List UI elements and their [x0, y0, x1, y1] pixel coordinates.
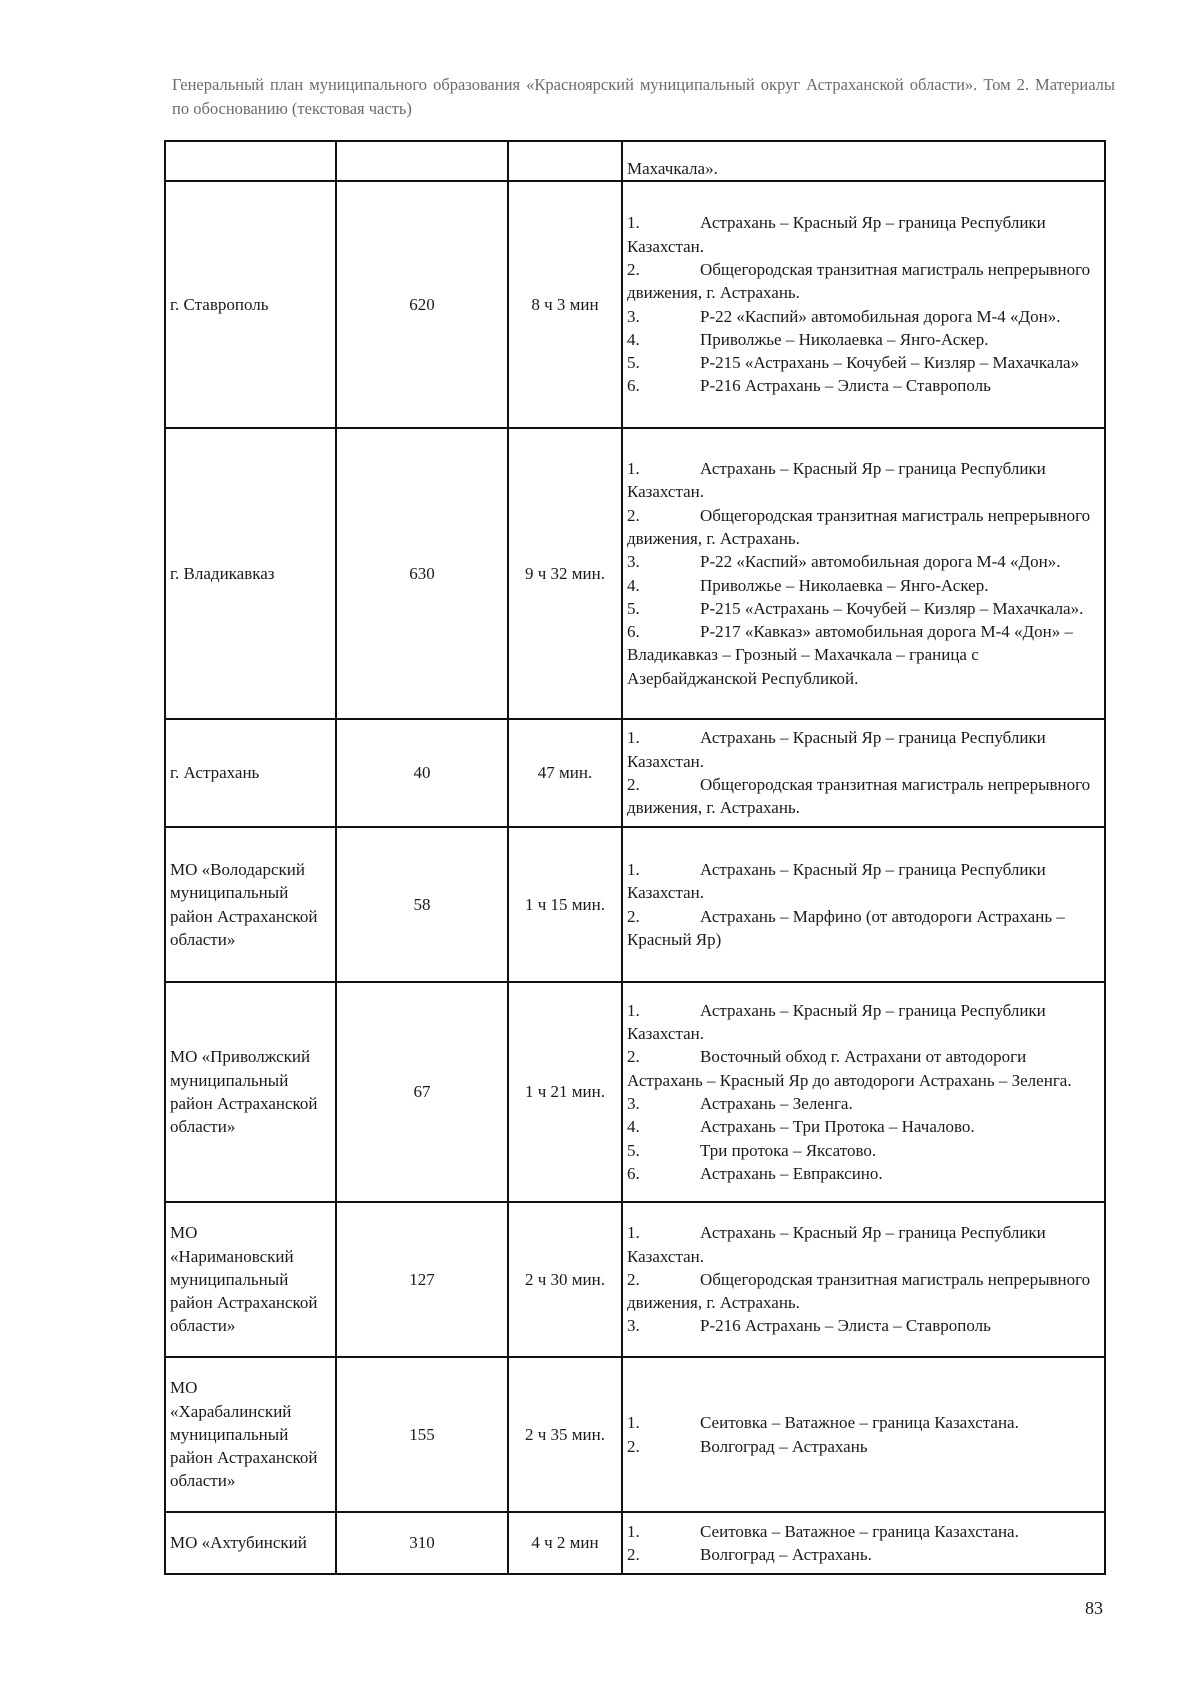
route-number: 2.	[627, 1269, 640, 1289]
distance-cell: 630	[336, 428, 508, 719]
routes-cell	[622, 141, 1105, 181]
route-item	[627, 1115, 1100, 1138]
table-row	[165, 181, 1105, 428]
route-number: 2.	[627, 906, 640, 926]
route-number: 6.	[627, 376, 640, 396]
travel-time-cell: 1 ч 21 мин.	[508, 982, 622, 1202]
route-item	[627, 1435, 1100, 1458]
route-number: 1.	[627, 213, 640, 233]
route-text: Астрахань – Красный Яр – граница Республики Казахстан.	[627, 1223, 1046, 1266]
route-number: 4.	[627, 329, 640, 349]
route-text: Общегородская транзитная магистраль непрерывного движения, г. Астрахань.	[627, 775, 1091, 818]
route-item	[627, 574, 1100, 597]
route-item	[627, 1045, 1100, 1092]
route-text: Астрахань – Красный Яр – граница Республики Казахстан.	[627, 1000, 1046, 1044]
distance-cell: 155	[336, 1357, 508, 1512]
route-item	[627, 550, 1100, 573]
route-text: Астрахань – Красный Яр – граница Республики Казахстан.	[627, 859, 1046, 903]
route-item	[627, 457, 1100, 504]
table-row	[165, 1512, 1105, 1574]
route-number: 4.	[627, 1117, 640, 1137]
route-number: 4.	[627, 575, 640, 595]
destination-cell: МО «Приволжский муниципальный район Астраханской области»	[165, 982, 336, 1202]
route-text: Астрахань – Три Протока – Началово.	[700, 1117, 975, 1137]
route-item	[627, 597, 1100, 620]
route-number: 1.	[627, 1521, 640, 1541]
route-item	[627, 374, 1100, 397]
route-number: 3.	[627, 552, 640, 572]
route-number: 1.	[627, 859, 640, 879]
routes-cell	[622, 1357, 1105, 1512]
route-text: Восточный обход г. Астрахани от автодороги Астрахань – Красный Яр до автодороги Астрахань – Зеленга.	[627, 1047, 1072, 1090]
route-text: Волгоград – Астрахань	[700, 1436, 868, 1456]
distance-cell: 58	[336, 827, 508, 982]
route-number: 1.	[627, 459, 640, 479]
travel-time-cell: 8 ч 3 мин	[508, 181, 622, 428]
table-row	[165, 982, 1105, 1202]
route-number: 1.	[627, 1000, 640, 1020]
route-text: Приволжье – Николаевка – Янго-Аскер.	[700, 575, 989, 595]
route-item	[627, 328, 1100, 351]
routes-cell	[622, 982, 1105, 1202]
travel-time-cell: 2 ч 35 мин.	[508, 1357, 622, 1512]
route-text: Астрахань – Красный Яр – граница Республики Казахстан.	[627, 728, 1046, 771]
route-number: 3.	[627, 1316, 640, 1336]
route-text: Р-215 «Астрахань – Кочубей – Кизляр – Махачкала»	[700, 353, 1080, 373]
route-item	[627, 858, 1100, 905]
travel-time-cell: 47 мин.	[508, 719, 622, 827]
distance-cell	[336, 141, 508, 181]
route-item	[627, 351, 1100, 374]
route-item	[627, 726, 1100, 773]
routes-cell	[622, 827, 1105, 982]
route-number: 1.	[627, 1223, 640, 1243]
destination-cell: МО «Володарский муниципальный район Астраханской области»	[165, 827, 336, 982]
route-number: 2.	[627, 1545, 640, 1564]
route-text: Общегородская транзитная магистраль непрерывного движения, г. Астрахань.	[627, 1269, 1091, 1313]
table-row	[165, 827, 1105, 982]
document-header: Генеральный план муниципального образования «Красноярский муниципальный округ Астраханской области». Том 2. Материалы по обоснованию (текстовая часть)	[172, 75, 1115, 118]
destination-cell: г. Владикавказ	[165, 428, 336, 719]
route-number: 6.	[627, 1163, 640, 1183]
destination-cell: МО «Наримановский муниципальный район Астраханской области»	[165, 1202, 336, 1357]
route-text: Р-217 «Кавказ» автомобильная дорога М-4 «Дон» – Владикавказ – Грозный – Махачкала – граница с Азербайджанской Республикой.	[627, 622, 1073, 688]
route-number: 5.	[627, 1140, 640, 1160]
route-number: 2.	[627, 1047, 640, 1067]
route-item	[627, 1520, 1100, 1543]
route-text: Общегородская транзитная магистраль непрерывного движения, г. Астрахань.	[627, 505, 1091, 548]
route-text: Астрахань – Зеленга.	[700, 1094, 853, 1113]
table-row	[165, 1202, 1105, 1357]
routes-cell	[622, 428, 1105, 719]
route-number: 6.	[627, 622, 640, 642]
distance-cell: 127	[336, 1202, 508, 1357]
routes-cell	[622, 181, 1105, 428]
route-item	[627, 305, 1100, 328]
route-item	[627, 1314, 1100, 1337]
route-text: Астрахань – Красный Яр – граница Республики Казахстан.	[627, 459, 1046, 502]
destination-cell: МО «Харабалинский муниципальный район Астраханской области»	[165, 1357, 336, 1512]
route-text: Р-22 «Каспий» автомобильная дорога М-4 «Дон».	[700, 306, 1061, 326]
route-item	[627, 905, 1100, 952]
route-item	[627, 773, 1100, 820]
route-text: Астрахань – Красный Яр – граница Республики Казахстан.	[627, 213, 1046, 256]
table-row	[165, 428, 1105, 719]
destination-cell: МО «Ахтубинский	[165, 1512, 336, 1574]
route-number: 1.	[627, 1413, 640, 1433]
route-number: 2.	[627, 259, 640, 279]
routes-cell	[622, 1512, 1105, 1574]
route-text: Р-216 Астрахань – Элиста – Ставрополь	[700, 376, 991, 396]
route-number: 2.	[627, 505, 640, 525]
destination-cell: г. Ставрополь	[165, 181, 336, 428]
travel-time-cell	[508, 141, 622, 181]
route-text: Сеитовка – Ватажное – граница Казахстана.	[700, 1521, 1019, 1541]
distance-cell: 310	[336, 1512, 508, 1574]
page-number: 83	[1085, 1598, 1103, 1618]
route-item	[627, 1092, 1100, 1115]
route-number: 2.	[627, 775, 640, 794]
route-text: Астрахань – Марфино (от автодороги Астрахань – Красный Яр)	[627, 906, 1065, 949]
routes-cell	[622, 1202, 1105, 1357]
route-text: Общегородская транзитная магистраль непрерывного движения, г. Астрахань.	[627, 259, 1091, 303]
route-item	[627, 620, 1100, 690]
travel-time-cell: 9 ч 32 мин.	[508, 428, 622, 719]
destination-cell: г. Астрахань	[165, 719, 336, 827]
travel-time-cell: 2 ч 30 мин.	[508, 1202, 622, 1357]
route-number: 2.	[627, 1436, 640, 1456]
route-text: Волгоград – Астрахань.	[700, 1545, 872, 1564]
route-text: Астрахань – Евпраксино.	[700, 1163, 883, 1183]
route-text: Р-215 «Астрахань – Кочубей – Кизляр – Махачкала».	[700, 598, 1084, 618]
route-item	[627, 258, 1100, 305]
route-text: Р-216 Астрахань – Элиста – Ставрополь	[700, 1316, 991, 1336]
route-item	[627, 1268, 1100, 1315]
route-item	[627, 1162, 1100, 1185]
route-item	[627, 211, 1100, 258]
route-item	[627, 1411, 1100, 1434]
route-text: Махачкала».	[627, 158, 718, 178]
route-item	[627, 1221, 1100, 1268]
routes-cell	[622, 719, 1105, 827]
route-number: 3.	[627, 306, 640, 326]
route-text: Сеитовка – Ватажное – граница Казахстана.	[700, 1413, 1019, 1433]
route-text: Приволжье – Николаевка – Янго-Аскер.	[700, 329, 989, 349]
distance-cell: 67	[336, 982, 508, 1202]
route-number: 3.	[627, 1094, 640, 1113]
route-number: 5.	[627, 353, 640, 373]
route-item	[627, 1543, 1100, 1566]
table-row	[165, 719, 1105, 827]
distance-cell: 40	[336, 719, 508, 827]
destination-cell	[165, 141, 336, 181]
distance-cell: 620	[336, 181, 508, 428]
routes-table	[164, 140, 1106, 1575]
table-row	[165, 1357, 1105, 1512]
route-text: Три протока – Яксатово.	[700, 1140, 877, 1160]
travel-time-cell: 4 ч 2 мин	[508, 1512, 622, 1574]
table-row	[165, 141, 1105, 181]
route-text: Р-22 «Каспий» автомобильная дорога М-4 «Дон».	[700, 552, 1061, 572]
travel-time-cell: 1 ч 15 мин.	[508, 827, 622, 982]
route-number: 1.	[627, 728, 640, 748]
route-item	[627, 1139, 1100, 1162]
route-number: 5.	[627, 598, 640, 618]
route-item	[627, 999, 1100, 1046]
route-item	[627, 157, 1100, 180]
route-item	[627, 504, 1100, 551]
